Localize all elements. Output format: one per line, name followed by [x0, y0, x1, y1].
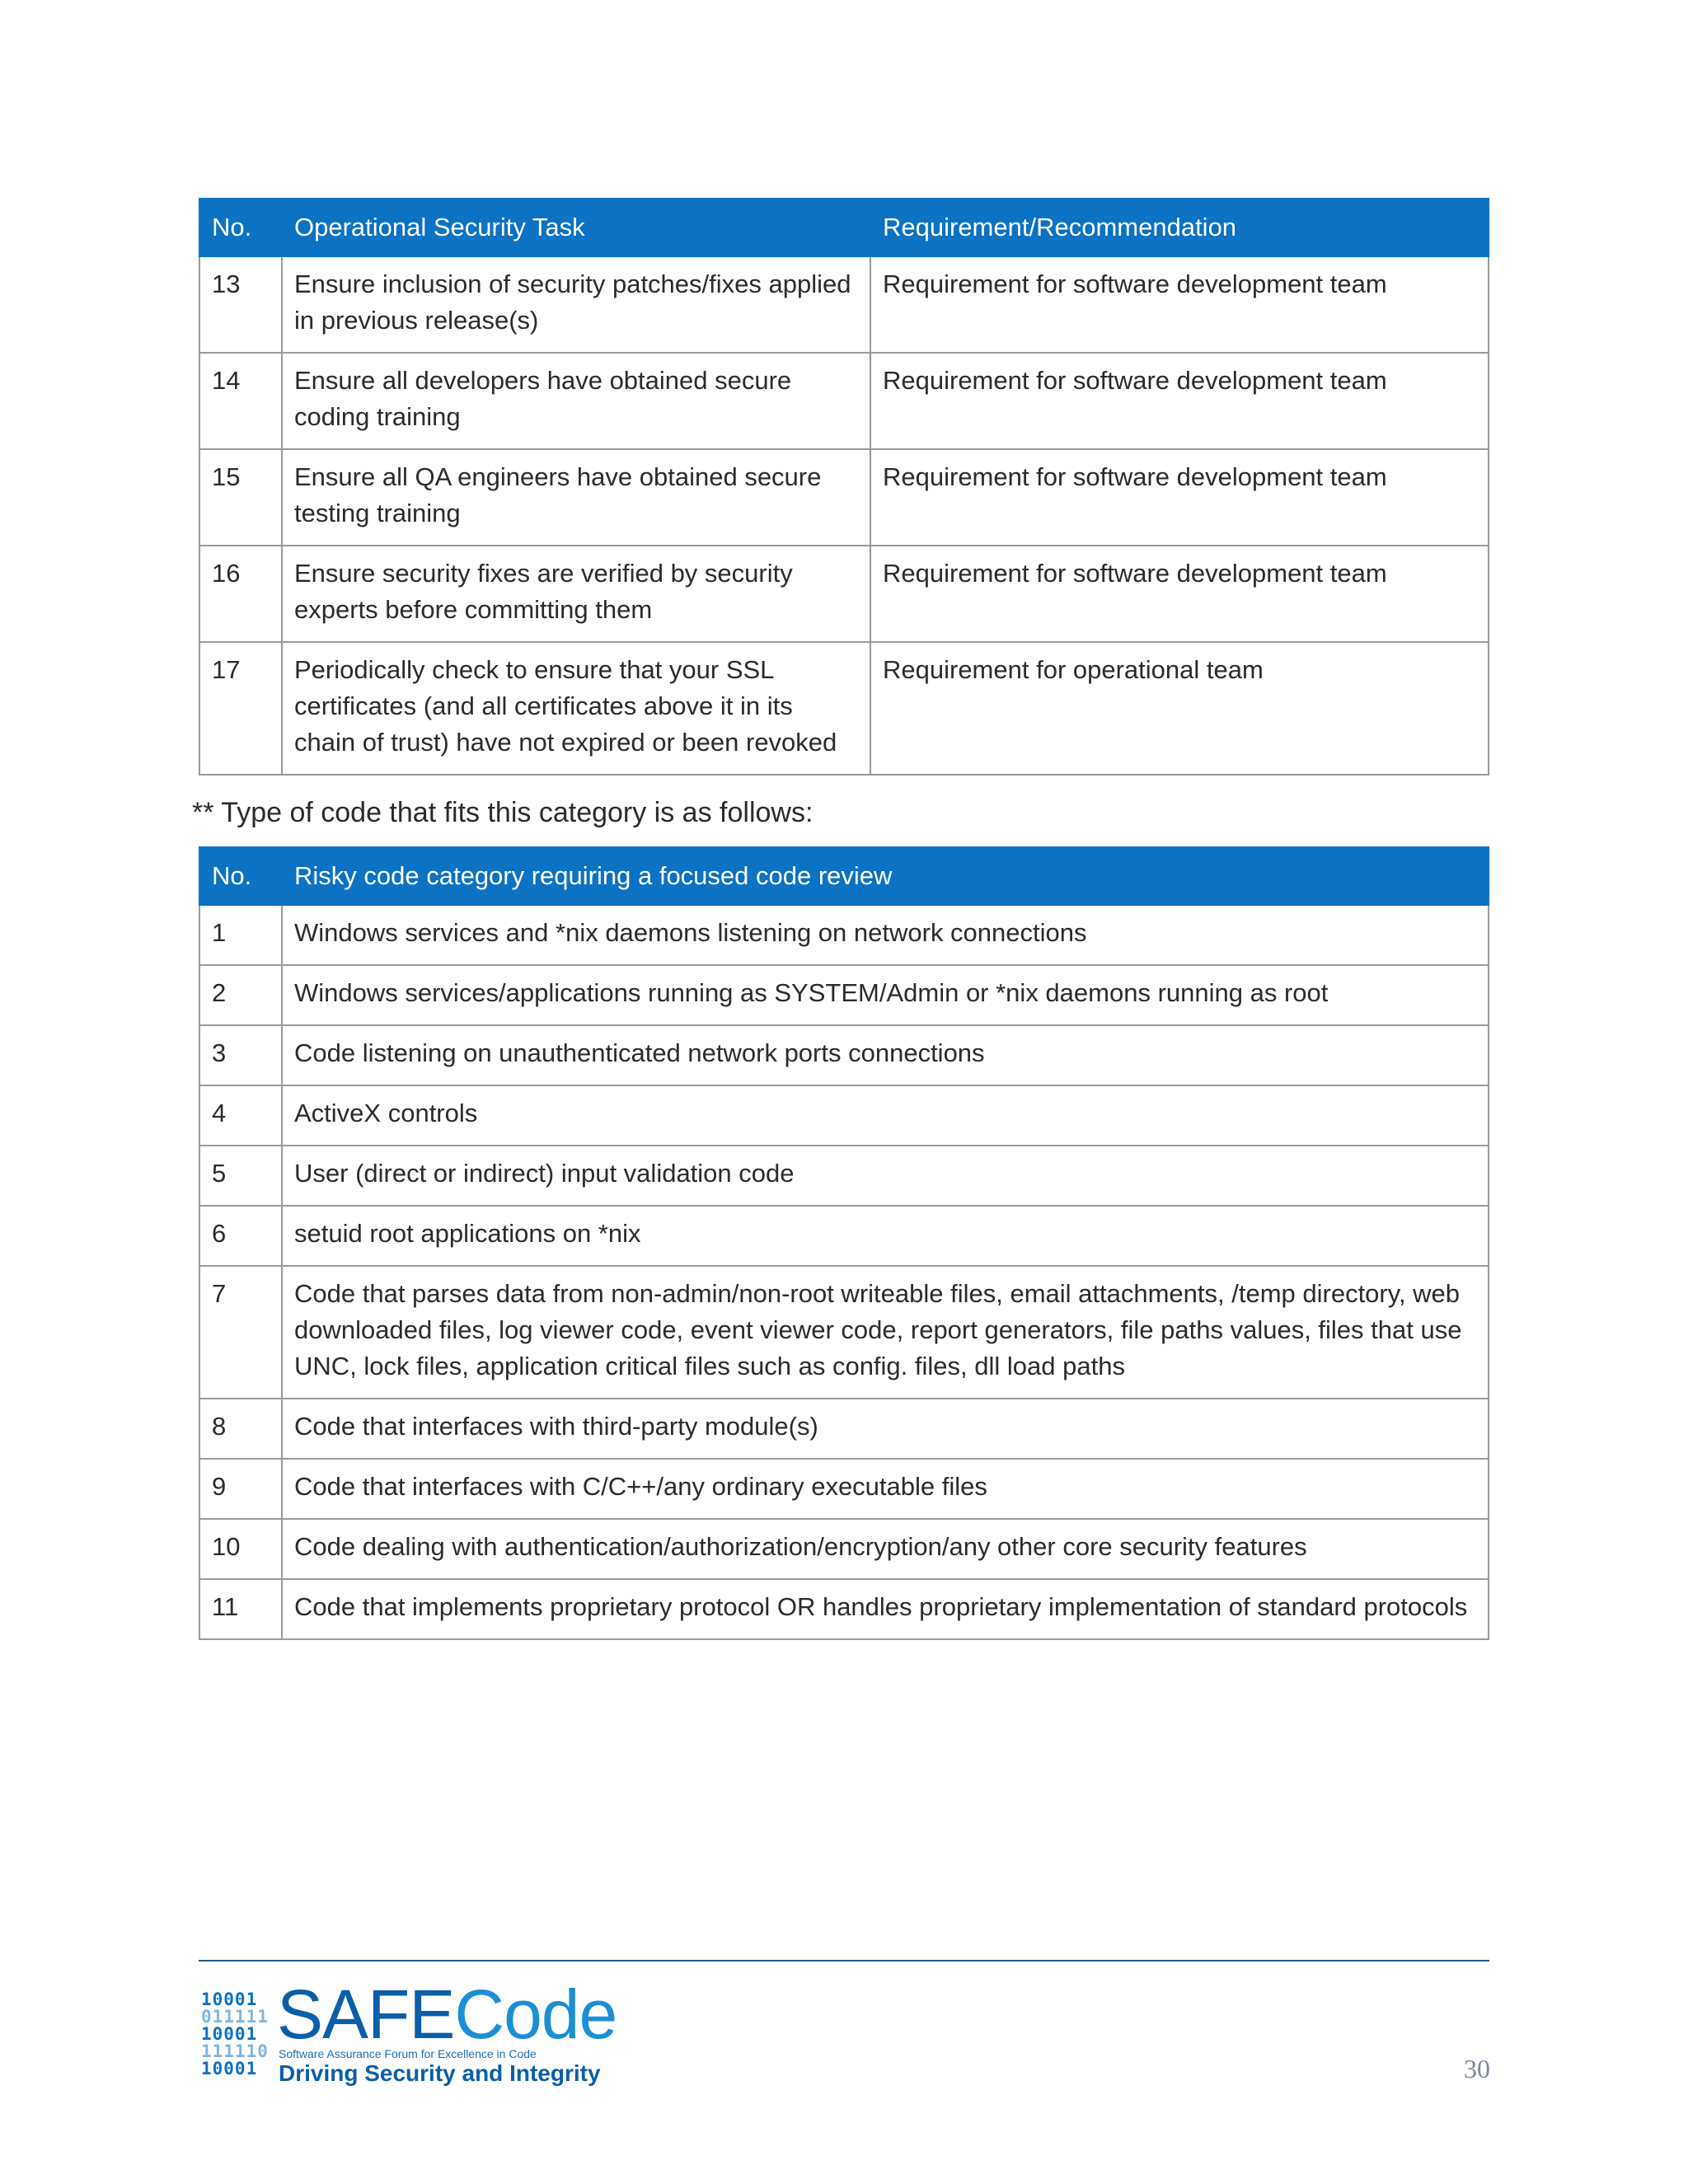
row-number: 4 [199, 1085, 282, 1146]
category-cell: Windows services/applications running as SYSTEM/Admin or *nix daemons running as root [282, 965, 1489, 1025]
category-cell: User (direct or indirect) input validation code [282, 1146, 1489, 1206]
logo-wordmark-safe: SAFE [277, 1975, 455, 2053]
row-number: 17 [199, 642, 282, 775]
row-number: 1 [199, 905, 282, 965]
table-header-row [199, 199, 1489, 256]
table-row [199, 546, 1489, 642]
safecode-logo [201, 1975, 617, 2086]
row-number: 2 [199, 965, 282, 1025]
category-cell: Code that interfaces with third-party module(s) [282, 1399, 1489, 1459]
table-row [199, 965, 1489, 1025]
page-number: 30 [1464, 2054, 1490, 2083]
category-cell: Code that interfaces with C/C++/any ordinary executable files [282, 1459, 1489, 1519]
column-header-no: No. [199, 199, 282, 256]
logo-binary-line: 10001 [201, 2024, 258, 2044]
requirement-cell: Requirement for software development team [870, 449, 1489, 546]
table-row [199, 1266, 1489, 1399]
table-row [199, 1399, 1489, 1459]
table-row [199, 1519, 1489, 1579]
row-number: 16 [199, 546, 282, 642]
operational-security-table [199, 198, 1489, 776]
task-cell: Ensure security fixes are verified by security experts before committing them [282, 546, 870, 642]
column-header-requirement: Requirement/Recommendation [870, 199, 1489, 256]
category-cell: Code that implements proprietary protocol OR handles proprietary implementation of standard protocols [282, 1579, 1489, 1639]
table-header-row [199, 847, 1489, 905]
category-cell: ActiveX controls [282, 1085, 1489, 1146]
row-number: 6 [199, 1206, 282, 1266]
logo-binary-line: 011111 [201, 2007, 269, 2027]
category-cell: Code that parses data from non-admin/non-root writeable files, email attachments, /temp directory, web downloaded files, log viewer code, event viewer code, report generators, file paths values, files that use UNC, lock files, application critical files such as config. files, dll load paths [282, 1266, 1489, 1399]
requirement-cell: Requirement for operational team [870, 642, 1489, 775]
risky-code-table [199, 846, 1489, 1640]
table-row [199, 905, 1489, 965]
task-cell: Ensure all QA engineers have obtained secure testing training [282, 449, 870, 546]
logo-binary-line: 111110 [201, 2041, 269, 2061]
logo-binary-line: 10001 [201, 2059, 258, 2079]
row-number: 8 [199, 1399, 282, 1459]
logo-tagline: Software Assurance Forum for Excellence in Code [279, 2047, 537, 2060]
column-header-no: No. [199, 847, 282, 905]
requirement-cell: Requirement for software development team [870, 256, 1489, 353]
task-cell: Ensure all developers have obtained secure coding training [282, 353, 870, 449]
table-row [199, 1025, 1489, 1085]
category-cell: Windows services and *nix daemons listening on network connections [282, 905, 1489, 965]
column-header-task: Operational Security Task [282, 199, 870, 256]
row-number: 14 [199, 353, 282, 449]
table-row [199, 1459, 1489, 1519]
row-number: 11 [199, 1579, 282, 1639]
table-row [199, 1085, 1489, 1146]
row-number: 10 [199, 1519, 282, 1579]
column-header-category: Risky code category requiring a focused code review [282, 847, 1489, 905]
row-number: 3 [199, 1025, 282, 1085]
logo-binary-line: 10001 [201, 1990, 258, 2009]
logo-wordmark-code: Code [454, 1975, 617, 2053]
row-number: 13 [199, 256, 282, 353]
table-row [199, 1206, 1489, 1266]
requirement-cell: Requirement for software development team [870, 353, 1489, 449]
table-row [199, 353, 1489, 449]
logo-binary-icon [201, 1991, 269, 2078]
table-row [199, 1579, 1489, 1639]
row-number: 9 [199, 1459, 282, 1519]
category-cell: Code dealing with authentication/authorization/encryption/any other core security features [282, 1519, 1489, 1579]
row-number: 5 [199, 1146, 282, 1206]
row-number: 7 [199, 1266, 282, 1399]
category-cell: Code listening on unauthenticated network ports connections [282, 1025, 1489, 1085]
task-cell: Ensure inclusion of security patches/fixes applied in previous release(s) [282, 256, 870, 353]
row-number: 15 [199, 449, 282, 546]
table-row [199, 449, 1489, 546]
requirement-cell: Requirement for software development team [870, 546, 1489, 642]
category-cell: setuid root applications on *nix [282, 1206, 1489, 1266]
table-row [199, 1146, 1489, 1206]
task-cell: Periodically check to ensure that your SSL certificates (and all certificates above it in its chain of trust) have not expired or been revoked [282, 642, 870, 775]
logo-wordmark [277, 1975, 617, 2054]
table-row [199, 256, 1489, 353]
table-row [199, 642, 1489, 775]
logo-slogan: Driving Security and Integrity [279, 2060, 601, 2086]
category-note: ** Type of code that fits this category is as follows: [192, 797, 814, 828]
footer-divider [199, 1960, 1489, 1961]
